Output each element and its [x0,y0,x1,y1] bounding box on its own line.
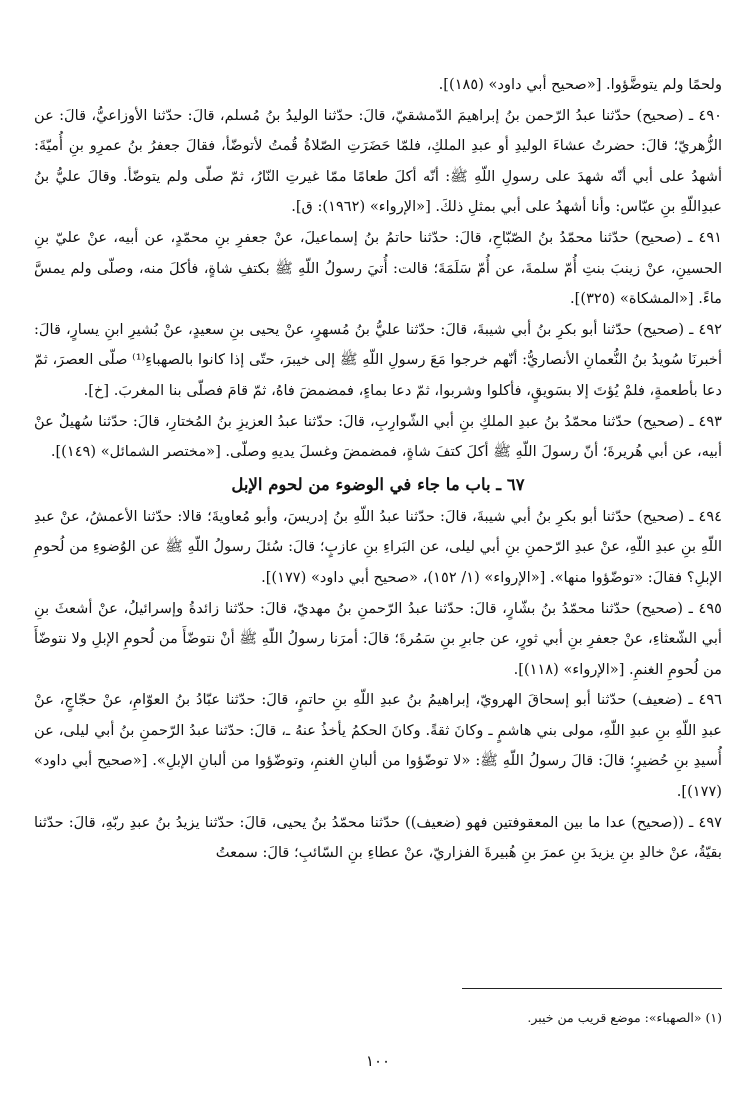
chapter-title: ٦٧ ـ باب ما جاء في الوضوء من لحوم الإبل [231,474,525,494]
hadith-492: ٤٩٢ ـ (صحيح) حدّثنا أبو بكرِ بنُ أبي شيبةَ، قالَ: حدّثنا عليُّ بنُ مُسهرٍ، عنْ يحيى بنِ سعيدٍ، عنْ بُشيرِ ابنِ يسارٍ، قالَ: أخبرنَا سُويدُ بنُ النُّعمانِ الأنصاريُّ: أنّهم خرجوا مَعَ رسولِ اللّهِ ﷺ إلى خيبرَ، حتّى إذا كانوا بالصهباءِ⁽¹⁾ صلّى العصرَ، ثمّ دعا بأطعمةٍ، فلمْ يُؤتَ إلا بسَويقٍ، فأكلوا وشربوا، ثمّ دعا بماءٍ، فمضمضَ فاهُ، ثمّ قامَ فصلّى بنا المغربَ. [خ]. [34,320,722,399]
page-number: ١٠٠ [365,1052,391,1070]
hadith-493: ٤٩٣ ـ (صحيح) حدّثنا محمّدُ بنُ عبدِ الملكِ بنِ أبي الشّوارِبِ، قالَ: حدّثنا عبدُ العزيزِ بنُ المُختارِ، قالَ: حدّثنا سُهيلٌ عنْ أبيه، عن أبي هُريرةَ؛ أنّ رسولَ اللّهِ ﷺ أكلَ كتفَ شاةٍ، فمضمضَ وغسلَ يديهِ وصلّى. [«مختصر الشمائل» (١٤٩)]. [34,412,722,461]
page-body [34,70,722,869]
hadith-496: ٤٩٦ ـ (ضعيف) حدّثنا أبو إسحاقَ الهرويّ، إبراهيمُ بنُ عبدِ اللّهِ بنِ حاتمٍ، قالَ: حدّثنا عبّادُ بنُ العوّامِ، عنْ حجّاجٍ، عنْ عبدِ اللّهِ بنِ عبدِ اللّهِ، مولى بني هاشمٍ ـ وكانَ ثقةً. وكانَ الحكمُ يأخذُ عنهُ ـ، قالَ: حدّثنا عبدُ الرّحمنِ بنُ أبي ليلى، عن أُسيدِ بنِ حُضيرٍ؛ قالَ: قالَ رسولُ اللّهِ ﷺ: «لا توضّؤوا من ألبانِ الغنمِ، وتوضّؤوا من ألبانِ الإبلِ». [«صحيح أبي داود» (١٧٧)]. [34,691,722,801]
footnote: (١) «الصهباء»: موضع قريب من خيبر. [527,1010,722,1025]
hadith-490: ٤٩٠ ـ (صحيح) حدّثنا عبدُ الرّحمن بنُ إبراهيمَ الدّمشقيّ، قالَ: حدّثنا الوليدُ بنُ مُسلم، قالَ: حدّثنا الأوزاعيُّ، قالَ: عن الزُّهريّ؛ قالَ: حضرتُ عشاءَ الوليدِ أو عبدِ الملكِ، فلمّا حَضَرَتِ الصّلاةُ قُمتُ لأتوضّأ، فقالَ جعفرُ بنُ عمرِو بنِ أُميّةَ: أشهدُ على أبي أنّه شهدَ على رسولِ اللّهِ ﷺ: أنّه أكلَ طعامًا ممّا غيرتِ النّارُ، ثمّ صلّى ولم يتوضّأ. وقالَ عليُّ بنُ عبدِاللّهِ بنِ عبّاس: وأنا أشهدُ على أبي بمثلِ ذلكَ. [«الإرواء» (١٩٦٢): ق]. [34,106,723,216]
hadith-491: ٤٩١ ـ (صحيح) حدّثنا محمّدُ بنُ الصّبّاحِ، قالَ: حدّثنا حاتمُ بنُ إسماعيلَ، عنْ جعفرِ بنِ محمّدٍ، عن أبيه، عنْ عليّ بنِ الحسينِ، عنْ زينبَ بنتِ أُمّ سلمةَ، عن أُمّ سَلَمَةَ؛ قالت: أُتيَ رسولُ اللّهِ ﷺ بكتفِ شاةٍ، فأكلَ منه، وصلّى ولم يمسَّ ماءً. [«المشكاة» (٣٢٥)]. [34,228,722,308]
hadith-497: ٤٩٧ ـ ((صحيح) عدا ما بين المعقوفتين فهو (ضعيف)) حدّثنا محمّدُ بنُ يحيى، قالَ: حدّثنا يزيدُ بنُ عبدِ ربّهِ، قالَ: حدّثنا بقيّةُ، عنْ خالدِ بنِ يزيدَ بنِ عمرَ بنِ هُبيرةَ الفزاريّ، عنْ عطاءِ بنِ السّائبِ؛ قالَ: سمعتُ [34,813,722,862]
hadith-495: ٤٩٥ ـ (صحيح) حدّثنا محمّدُ بنُ بشّارٍ، قالَ: حدّثنا عبدُ الرّحمنِ بنُ مهديّ، قالَ: حدّثنا زائدةُ وإسرائيلُ، عنْ أشعثَ بنِ أبي الشّعثاءِ، عنْ جعفرِ بنِ أبي ثورٍ، عن جابرِ بنِ سَمُرةَ؛ قالَ: أمرَنا رسولُ اللّهِ ﷺ أنْ نتوضّأَ من لُحومِ الإبلِ ولا نتوضّأَ من لُحومِ الغنمِ. [«الإرواء» (١١٨)]. [34,599,722,678]
hadith-494: ٤٩٤ ـ (صحيح) حدّثنا أبو بكرِ بنُ أبي شيبةَ، قالَ: حدّثنا عبدُ اللّهِ بنُ إدريسَ، وأبو مُعاويةَ؛ قالا: حدّثنا الأعمشُ، عنْ عبدِ اللّهِ بنِ عبدِ اللّهِ، عنْ عبدِ الرّحمنِ بنِ أبي ليلى، عن البَراءِ بنِ عازبٍ؛ قالَ: سُئلَ رسولُ اللّهِ ﷺ عن الوُضوءِ من لُحومِ الإبلِ؟ فقالَ: «توضّؤوا منها». [«الإرواء» (١/ ١٥٢)، «صحيح أبي داود» (١٧٧)]. [34,507,722,586]
opening-line: ولحمًا ولم يتوضَّؤوا. [«صحيح أبي داود» (١٨٥)]. [438,76,722,93]
footnote-separator [462,988,722,989]
